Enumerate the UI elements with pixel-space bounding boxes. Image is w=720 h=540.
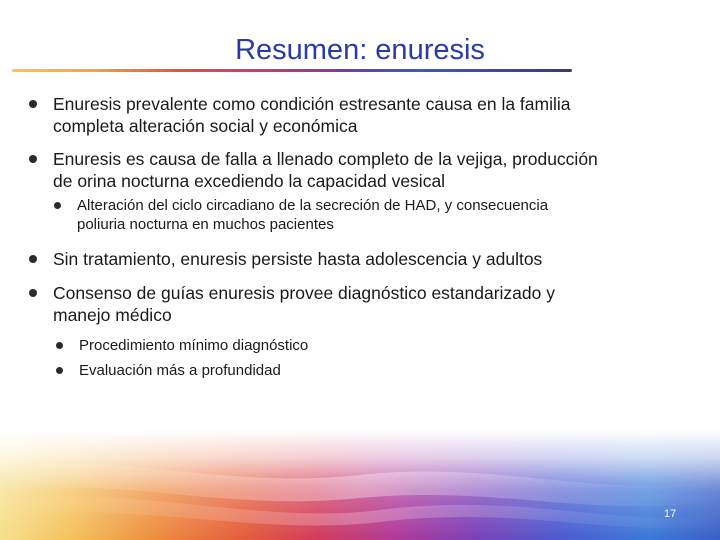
bullet-3-line-1: Sin tratamiento, enuresis persiste hasta adolescencia y adultos: [53, 249, 543, 269]
bullet-4-line-2: manejo médico: [53, 305, 172, 325]
bullet-4-line-1: Consenso de guías enuresis provee diagnóstico estandarizado y: [53, 283, 555, 303]
sub-bullet-2-line-1: Procedimiento mínimo diagnóstico: [79, 337, 309, 354]
page-number: 17: [664, 508, 677, 520]
bullet-dot: [29, 289, 37, 297]
bullet-dot: [29, 100, 37, 108]
bullet-2-line-1: Enuresis es causa de falla a llenado completo de la vejiga, producción: [53, 149, 598, 169]
bullet-1-line-2: completa alteración social y económica: [53, 116, 358, 136]
sub-bullet-1-line-1: Alteración del ciclo circadiano de la secreción de HAD, y consecuencia: [77, 197, 549, 214]
bullet-dot: [29, 255, 37, 263]
bullet-dot: [29, 155, 37, 163]
bullet-dot: [54, 202, 61, 209]
bullet-2-line-2: de orina nocturna excediendo la capacidad vesical: [53, 171, 446, 191]
sub-bullet-3-line-1: Evaluación más a profundidad: [79, 362, 281, 379]
rainbow-background: [0, 430, 720, 540]
title-underline: [12, 69, 572, 72]
bullet-dot: [56, 342, 63, 349]
bullet-1-line-1: Enuresis prevalente como condición estresante causa en la familia: [53, 94, 571, 114]
bullet-dot: [56, 367, 63, 374]
sub-bullet-1-line-2: poliuria nocturna en muchos pacientes: [77, 216, 334, 233]
slide-title: Resumen: enuresis: [235, 34, 485, 66]
